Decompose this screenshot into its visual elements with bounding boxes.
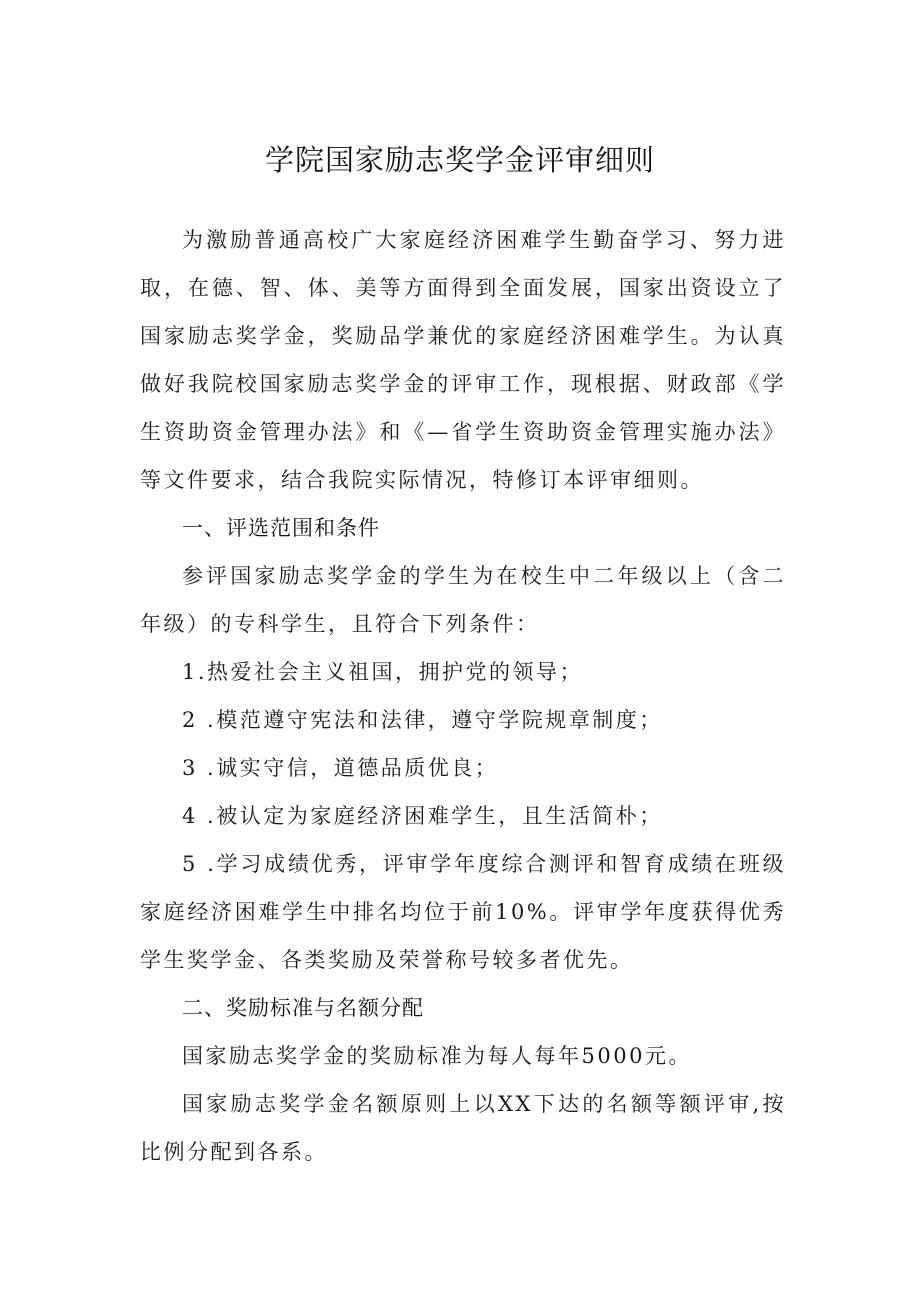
condition-item-4: 4 .被认定为家庭经济困难学生，且生活简朴； bbox=[182, 804, 663, 828]
section1-intro: 参评国家励志奖学金的学生为在校生中二年级以上（含二年级）的专科学生，且符合下列条件： bbox=[140, 564, 786, 636]
intro-paragraph: 为激励普通高校广大家庭经济困难学生勤奋学习、努力进取，在德、智、体、美等方面得到全面发展，国家出资设立了国家励志奖学金，奖励品学兼优的家庭经济困难学生。为认真做好我院校国家励志奖学金的评审工作，现根据、财政部《学生资助资金管理办法》和《—省学生资助资金管理实施办法》等文件要求，结合我院实际情况，特修订本评审细则。 bbox=[140, 228, 786, 492]
condition-item-1: 1.热爱社会主义祖国，拥护党的领导； bbox=[182, 660, 584, 684]
condition-item-3: 3 .诚实守信，道德品质优良； bbox=[182, 756, 499, 780]
condition-item-5: 5 .学习成绩优秀，评审学年度综合测评和智育成绩在班级家庭经济困难学生中排名均位于前10%。评审学年度获得优秀学生奖学金、各类奖励及荣誉称号较多者优先。 bbox=[140, 852, 786, 972]
section-heading-scope: 一、评选范围和条件 bbox=[182, 516, 380, 540]
document-title: 学院国家励志奖学金评审细则 bbox=[264, 143, 655, 177]
condition-item-2: 2 .模范遵守宪法和法律，遵守学院规章制度； bbox=[182, 708, 663, 732]
section-heading-standard: 二、奖励标准与名额分配 bbox=[182, 996, 424, 1020]
document-body bbox=[140, 216, 786, 1176]
standard-paragraph: 国家励志奖学金的奖励标准为每人每年5000元。 bbox=[182, 1044, 692, 1068]
allocation-paragraph: 国家励志奖学金名额原则上以XX下达的名额等额评审,按比例分配到各系。 bbox=[140, 1092, 786, 1164]
